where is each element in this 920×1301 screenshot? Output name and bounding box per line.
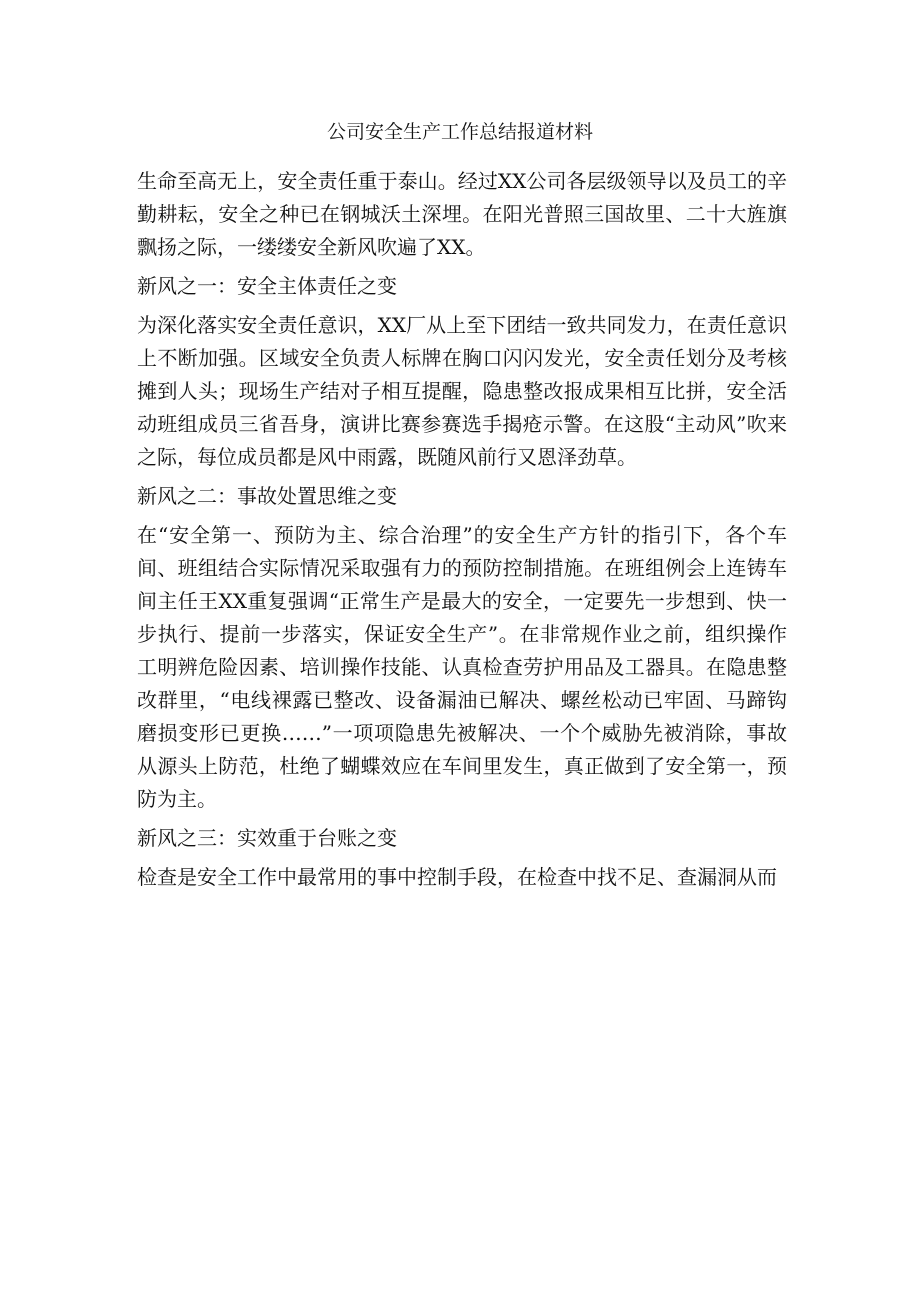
section-heading-1: 新风之一：安全主体责任之变 — [137, 274, 397, 298]
section-3-paragraph: 检查是安全工作中最常用的事中控制手段，在检查中找不足、查漏洞从而 — [137, 865, 777, 889]
section-heading-3: 新风之三：实效重于台账之变 — [137, 826, 397, 850]
section-1-paragraph: 为深化落实安全责任意识，XX厂从上至下团结一致共同发力，在责任意识上不断加强。区域安全负责人标牌在胸口闪闪发光，安全责任划分及考核摊到人头；现场生产结对子相互提醒，隐患整改报成果相互比拼，安全活动班组成员三省吾身，演讲比赛参赛选手揭疮示警。在这股“主动风”吹来之际，每位成员都是风中雨露，既随风前行又恩泽劲草。 — [137, 313, 787, 469]
section-2-paragraph: 在“安全第一、预防为主、综合治理”的安全生产方针的指引下，各个车间、班组结合实际情况采取强有力的预防控制措施。在班组例会上连铸车间主任王XX重复强调“正常生产是最大的安全，一定要先一步想到、快一步执行、提前一步落实，保证安全生产”。在非常规作业之前，组织操作工明辨危险因素、培训操作技能、认真检查劳护用品及工器具。在隐患整改群里，“电线裸露已整改、设备漏油已解决、螺丝松动已牢固、马蹄钩磨损变形已更换……”一项项隐患先被解决、一个个威胁先被消除，事故从源头上防范，杜绝了蝴蝶效应在车间里发生，真正做到了安全第一，预防为主。 — [137, 523, 787, 811]
intro-paragraph: 生命至高无上，安全责任重于泰山。经过XX公司各层级领导以及员工的辛勤耕耘，安全之种已在钢城沃土深埋。在阳光普照三国故里、二十大旌旗飘扬之际，一缕缕安全新风吹遍了XX。 — [137, 169, 787, 259]
document-title: 公司安全生产工作总结报道材料 — [326, 121, 593, 143]
section-heading-2: 新风之二：事故处置思维之变 — [137, 484, 397, 508]
document-body — [137, 165, 787, 900]
